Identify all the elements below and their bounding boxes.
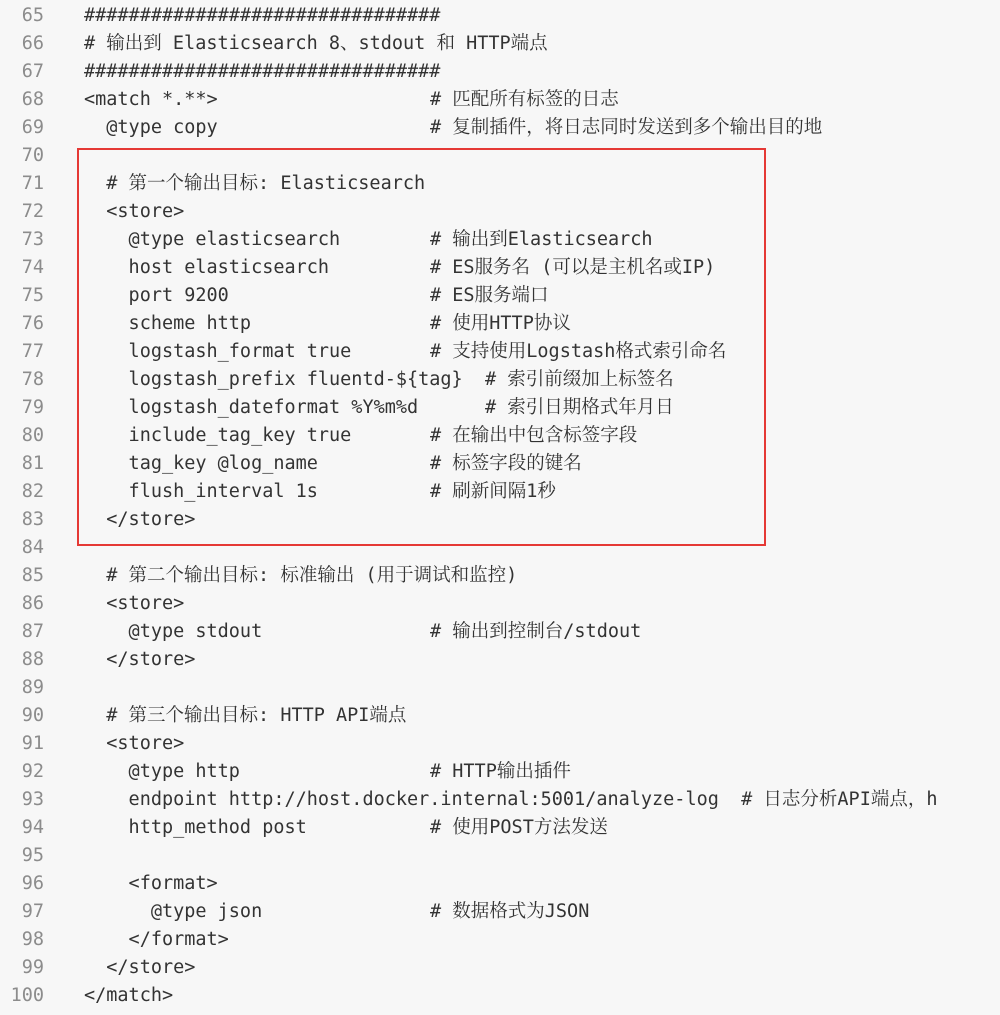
code-line bbox=[0, 814, 1000, 842]
code-text: scheme http bbox=[84, 313, 252, 334]
line-number: 85 bbox=[21, 565, 44, 586]
line-number: 74 bbox=[21, 257, 44, 278]
code-text: @type elasticsearch bbox=[84, 229, 341, 250]
code-text: </match> bbox=[84, 985, 174, 1006]
code-text: @type copy bbox=[84, 117, 218, 138]
line-number: 75 bbox=[21, 285, 44, 306]
code-text: </format> bbox=[84, 929, 229, 950]
code-text: ################################ bbox=[84, 61, 441, 82]
code-line bbox=[0, 422, 1000, 450]
code-comment: # 复制插件，将日志同时发送到多个输出目的地 bbox=[430, 117, 823, 138]
code-text: endpoint http://host.docker.internal:5001/analyze-log # 日志分析API端点，h bbox=[84, 789, 938, 810]
code-text: flush_interval 1s bbox=[84, 481, 318, 502]
code-text: </store> bbox=[84, 957, 196, 978]
code-text: # 第三个输出目标: HTTP API端点 bbox=[84, 705, 407, 726]
code-line bbox=[0, 562, 1000, 590]
code-text: # 输出到 Elasticsearch 8、stdout 和 HTTP端点 bbox=[84, 33, 548, 54]
code-line bbox=[0, 478, 1000, 506]
code-text: logstash_dateformat %Y%m%d # 索引日期格式年月日 bbox=[84, 397, 674, 418]
code-line bbox=[0, 450, 1000, 478]
line-number: 66 bbox=[21, 33, 44, 54]
code-line bbox=[0, 954, 1000, 982]
code-text: <match *.**> bbox=[84, 89, 218, 110]
line-number: 71 bbox=[21, 173, 44, 194]
code-line bbox=[0, 282, 1000, 310]
code-line bbox=[0, 898, 1000, 926]
code-line bbox=[0, 30, 1000, 58]
code-comment: # 使用POST方法发送 bbox=[430, 817, 608, 838]
code-line bbox=[0, 702, 1000, 730]
code-line bbox=[0, 758, 1000, 786]
code-line bbox=[0, 366, 1000, 394]
code-comment: # HTTP输出插件 bbox=[430, 761, 571, 782]
code-line bbox=[0, 618, 1000, 646]
line-number: 83 bbox=[21, 509, 44, 530]
line-number: 86 bbox=[21, 593, 44, 614]
code-line bbox=[0, 842, 1000, 870]
code-text: # 第二个输出目标: 标准输出 (用于调试和监控) bbox=[84, 565, 518, 586]
line-number: 92 bbox=[21, 761, 44, 782]
code-text: logstash_prefix fluentd-${tag} # 索引前缀加上标签名 bbox=[84, 369, 674, 390]
code-text: host elasticsearch bbox=[84, 257, 330, 278]
line-number: 100 bbox=[10, 985, 44, 1006]
line-number: 90 bbox=[21, 705, 44, 726]
code-line bbox=[0, 674, 1000, 702]
code-line bbox=[0, 982, 1000, 1010]
line-number: 96 bbox=[21, 873, 44, 894]
code-text: <store> bbox=[84, 733, 185, 754]
code-line bbox=[0, 534, 1000, 562]
code-line bbox=[0, 590, 1000, 618]
code-comment: # 使用HTTP协议 bbox=[430, 313, 571, 334]
code-line bbox=[0, 254, 1000, 282]
code-line bbox=[0, 394, 1000, 422]
line-number: 93 bbox=[21, 789, 44, 810]
line-number: 95 bbox=[21, 845, 44, 866]
line-number: 88 bbox=[21, 649, 44, 670]
code-text: </store> bbox=[84, 509, 196, 530]
code-text: # 第一个输出目标: Elasticsearch bbox=[84, 173, 426, 194]
line-number: 99 bbox=[21, 957, 44, 978]
code-comment: # 数据格式为JSON bbox=[430, 901, 590, 922]
line-number: 73 bbox=[21, 229, 44, 250]
code-line bbox=[0, 870, 1000, 898]
line-number: 94 bbox=[21, 817, 44, 838]
code-text: </store> bbox=[84, 649, 196, 670]
code-comment: # 输出到控制台/stdout bbox=[430, 621, 642, 642]
line-number: 72 bbox=[21, 201, 44, 222]
code-text: @type http bbox=[84, 761, 240, 782]
line-number: 87 bbox=[21, 621, 44, 642]
code-text: ################################ bbox=[84, 5, 441, 26]
code-comment: # ES服务名 (可以是主机名或IP) bbox=[430, 257, 716, 278]
line-number: 82 bbox=[21, 481, 44, 502]
line-number: 89 bbox=[21, 677, 44, 698]
line-number: 84 bbox=[21, 537, 44, 558]
code-line bbox=[0, 198, 1000, 226]
line-number: 77 bbox=[21, 341, 44, 362]
code-line bbox=[0, 114, 1000, 142]
code-text: port 9200 bbox=[84, 285, 229, 306]
code-comment: # 支持使用Logstash格式索引命名 bbox=[430, 341, 727, 362]
code-line bbox=[0, 338, 1000, 366]
code-text: include_tag_key true bbox=[84, 425, 352, 446]
line-number: 81 bbox=[21, 453, 44, 474]
code-comment: # 匹配所有标签的日志 bbox=[430, 89, 619, 110]
line-number: 80 bbox=[21, 425, 44, 446]
code-comment: # 输出到Elasticsearch bbox=[430, 229, 653, 250]
line-number: 76 bbox=[21, 313, 44, 334]
code-text: <store> bbox=[84, 201, 185, 222]
line-number: 98 bbox=[21, 929, 44, 950]
code-comment: # 在输出中包含标签字段 bbox=[430, 425, 638, 446]
code-line bbox=[0, 646, 1000, 674]
code-line bbox=[0, 226, 1000, 254]
code-line bbox=[0, 730, 1000, 758]
code-line bbox=[0, 310, 1000, 338]
line-number: 68 bbox=[21, 89, 44, 110]
code-comment: # 刷新间隔1秒 bbox=[430, 481, 556, 502]
line-number: 65 bbox=[21, 5, 44, 26]
code-line bbox=[0, 170, 1000, 198]
code-text: @type stdout bbox=[84, 621, 263, 642]
line-number: 70 bbox=[21, 145, 44, 166]
code-text: <format> bbox=[84, 873, 218, 894]
code-comment: # 标签字段的键名 bbox=[430, 453, 582, 474]
code-text: @type json bbox=[84, 901, 263, 922]
code-line bbox=[0, 506, 1000, 534]
line-number: 97 bbox=[21, 901, 44, 922]
code-line bbox=[0, 58, 1000, 86]
line-number: 67 bbox=[21, 61, 44, 82]
code-comment: # ES服务端口 bbox=[430, 285, 549, 306]
code-text: logstash_format true bbox=[84, 341, 352, 362]
code-text: tag_key @log_name bbox=[84, 453, 318, 474]
code-line bbox=[0, 926, 1000, 954]
code-line bbox=[0, 142, 1000, 170]
code-line bbox=[0, 2, 1000, 30]
code-line bbox=[0, 786, 1000, 814]
code-line bbox=[0, 86, 1000, 114]
line-number: 69 bbox=[21, 117, 44, 138]
code-text: <store> bbox=[84, 593, 185, 614]
line-number: 79 bbox=[21, 397, 44, 418]
line-number: 78 bbox=[21, 369, 44, 390]
code-text: http_method post bbox=[84, 817, 307, 838]
line-number: 91 bbox=[21, 733, 44, 754]
